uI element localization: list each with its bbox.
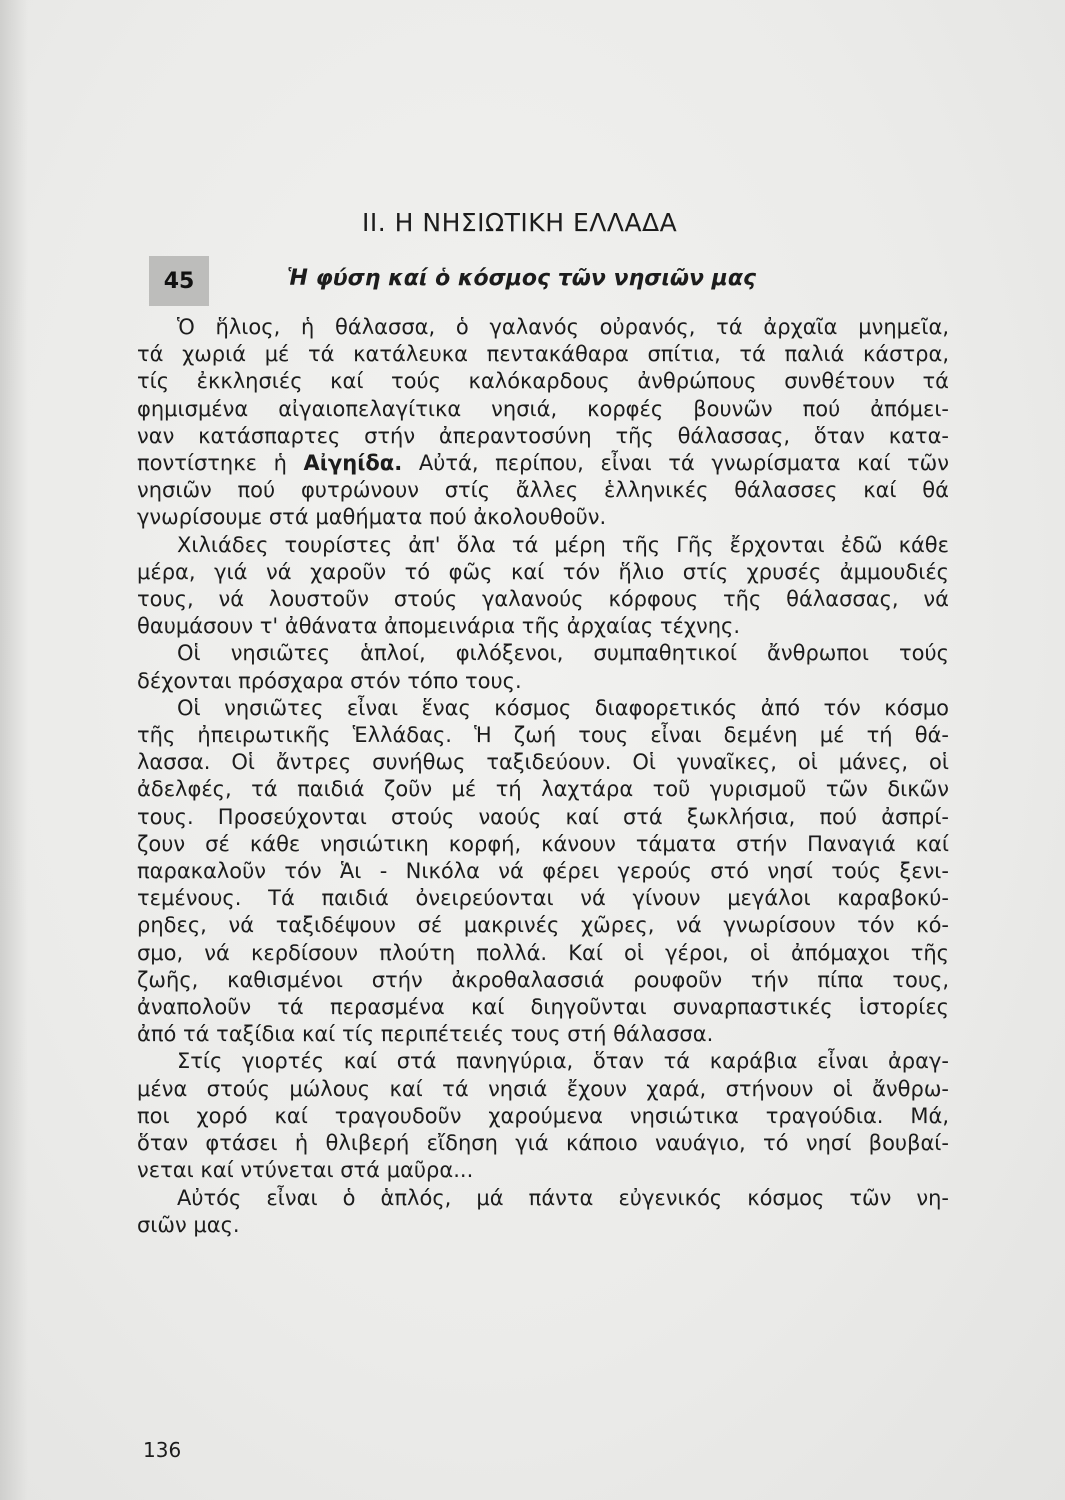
text-line: τους. Προσεύχονται στούς ναούς καί στά ξωκλήσια, πού ἀσπρί- [137, 804, 949, 829]
text-line: ποι χορό καί τραγουδοῦν χαρούμενα νησιώτικα τραγούδια. Μά, [137, 1103, 949, 1128]
page-number: 136 [143, 1438, 182, 1462]
text-line: Οἱ νησιῶτες εἶναι ἕνας κόσμος διαφορετικός ἀπό τόν κόσμο [177, 695, 949, 720]
text-line: Χιλιάδες τουρίστες ἀπ' ὅλα τά μέρη τῆς Γῆς ἔρχονται ἐδῶ κάθε [177, 532, 949, 557]
text-line: ἀπό τά ταξίδια καί τίς περιπέτειές τους στή θάλασσα. [137, 1022, 714, 1047]
text-line: σιῶν μας. [137, 1212, 240, 1237]
text-line: νεται καί ντύνεται στά μαῦρα... [137, 1158, 474, 1183]
text-line: μέρα, γιά νά χαροῦν τό φῶς καί τόν ἥλιο στίς χρυσές ἀμμουδιές [137, 559, 949, 584]
section-title: II. Η ΝΗΣΙΩΤΙΚΗ ΕΛΛΑΔΑ [362, 208, 678, 237]
text-line: ναν κατάσπαρτες στήν ἀπεραντοσύνη τῆς θάλασσας, ὅταν κατα- [137, 423, 949, 448]
lesson-title: Ἡ φύση καί ὁ κόσμος τῶν νησιῶν μας [287, 266, 757, 291]
text-line: ὅταν φτάσει ἡ θλιβερή εἴδηση γιά κάποιο ναυάγιο, τό νησί βουβαί- [137, 1131, 949, 1156]
text-line: Ὁ ἥλιος, ἡ θάλασσα, ὁ γαλανός οὐρανός, τά ἀρχαῖα μνημεῖα, [177, 315, 949, 339]
text-line: θαυμάσουν τ' ἀθάνατα ἀπομεινάρια τῆς ἀρχαίας τέχνης. [137, 614, 741, 639]
page-edge-shadow [0, 0, 28, 1500]
text-fragment: Αὐτά, περίπου, εἶναι τά γνωρίσματα καί τῶν [402, 451, 949, 476]
text-line: Αὐτός εἶναι ὁ ἁπλός, μά πάντα εὐγενικός κόσμος τῶν νη- [177, 1185, 949, 1210]
text-line: ζωῆς, καθισμένοι στήν ἀκροθαλασσιά ρουφοῦν τήν πίπα τους, [137, 967, 949, 992]
text-line: λασσα. Οἱ ἄντρες συνήθως ταξιδεύουν. Οἱ γυναῖκες, οἱ μάνες, οἱ [137, 750, 949, 775]
text-line: ρηδες, νά ταξιδέψουν σέ μακρινές χῶρες, νά γνωρίσουν τόν κό- [137, 913, 949, 938]
text-line: μένα στούς μώλους καί τά νησιά ἔχουν χαρά, στήνουν οἱ ἄνθρω- [137, 1076, 949, 1101]
text-line: δέχονται πρόσχαρα στόν τόπο τους. [137, 668, 522, 693]
text-line: ζουν σέ κάθε νησιώτικη κορφή, κάνουν τάματα στήν Παναγιά καί [137, 831, 949, 856]
text-line: νησιῶν πού φυτρώνουν στίς ἄλλες ἑλληνικές θάλασσες καί θά [137, 478, 949, 503]
text-line: τεμένους. Τά παιδιά ὀνειρεύονται νά γίνουν μεγάλοι καραβοκύ- [137, 886, 949, 911]
bold-term-aigiida: Αἰγηίδα. [303, 451, 403, 476]
text-line: Στίς γιορτές καί στά πανηγύρια, ὅταν τά καράβια εἶναι ἀραγ- [177, 1049, 949, 1074]
text-line: ἀναπολοῦν τά περασμένα καί διηγοῦνται συναρπαστικές ἱστορίες [137, 995, 949, 1020]
text-line: Οἱ νησιῶτες ἁπλοί, φιλόξενοι, συμπαθητικοί ἄνθρωποι τούς [177, 641, 949, 666]
body-text [137, 314, 949, 1239]
text-line: παρακαλοῦν τόν Ἁι - Νικόλα νά φέρει γερούς στό νησί τούς ξενι- [137, 859, 949, 884]
text-line: ἀδελφές, τά παιδιά ζοῦν μέ τή λαχτάρα τοῦ γυρισμοῦ τῶν δικῶν [137, 777, 949, 802]
text-line-with-term [137, 450, 949, 477]
text-line: σμο, νά κερδίσουν πλούτη πολλά. Καί οἱ γέροι, οἱ ἀπόμαχοι τῆς [137, 940, 949, 965]
text-line: τῆς ἠπειρωτικῆς Ἑλλάδας. Ἡ ζωή τους εἶναι δεμένη μέ τή θά- [137, 723, 949, 748]
text-line: φημισμένα αἰγαιοπελαγίτικα νησιά, κορφές βουνῶν πού ἀπόμει- [137, 396, 949, 421]
lesson-number-badge: 45 [149, 256, 209, 306]
text-line: γνωρίσουμε στά μαθήματα πού ἀκολουθοῦν. [137, 505, 607, 530]
text-line: τίς ἐκκλησιές καί τούς καλόκαρδους ἀνθρώπους συνθέτουν τά [137, 369, 949, 394]
text-line: τά χωριά μέ τά κατάλευκα πεντακάθαρα σπίτια, τά παλιά κάστρα, [137, 342, 949, 367]
text-fragment: ποντίστηκε ἡ [137, 451, 304, 476]
text-line: τους, νά λουστοῦν στούς γαλανούς κόρφους τῆς θάλασσας, νά [137, 587, 949, 612]
